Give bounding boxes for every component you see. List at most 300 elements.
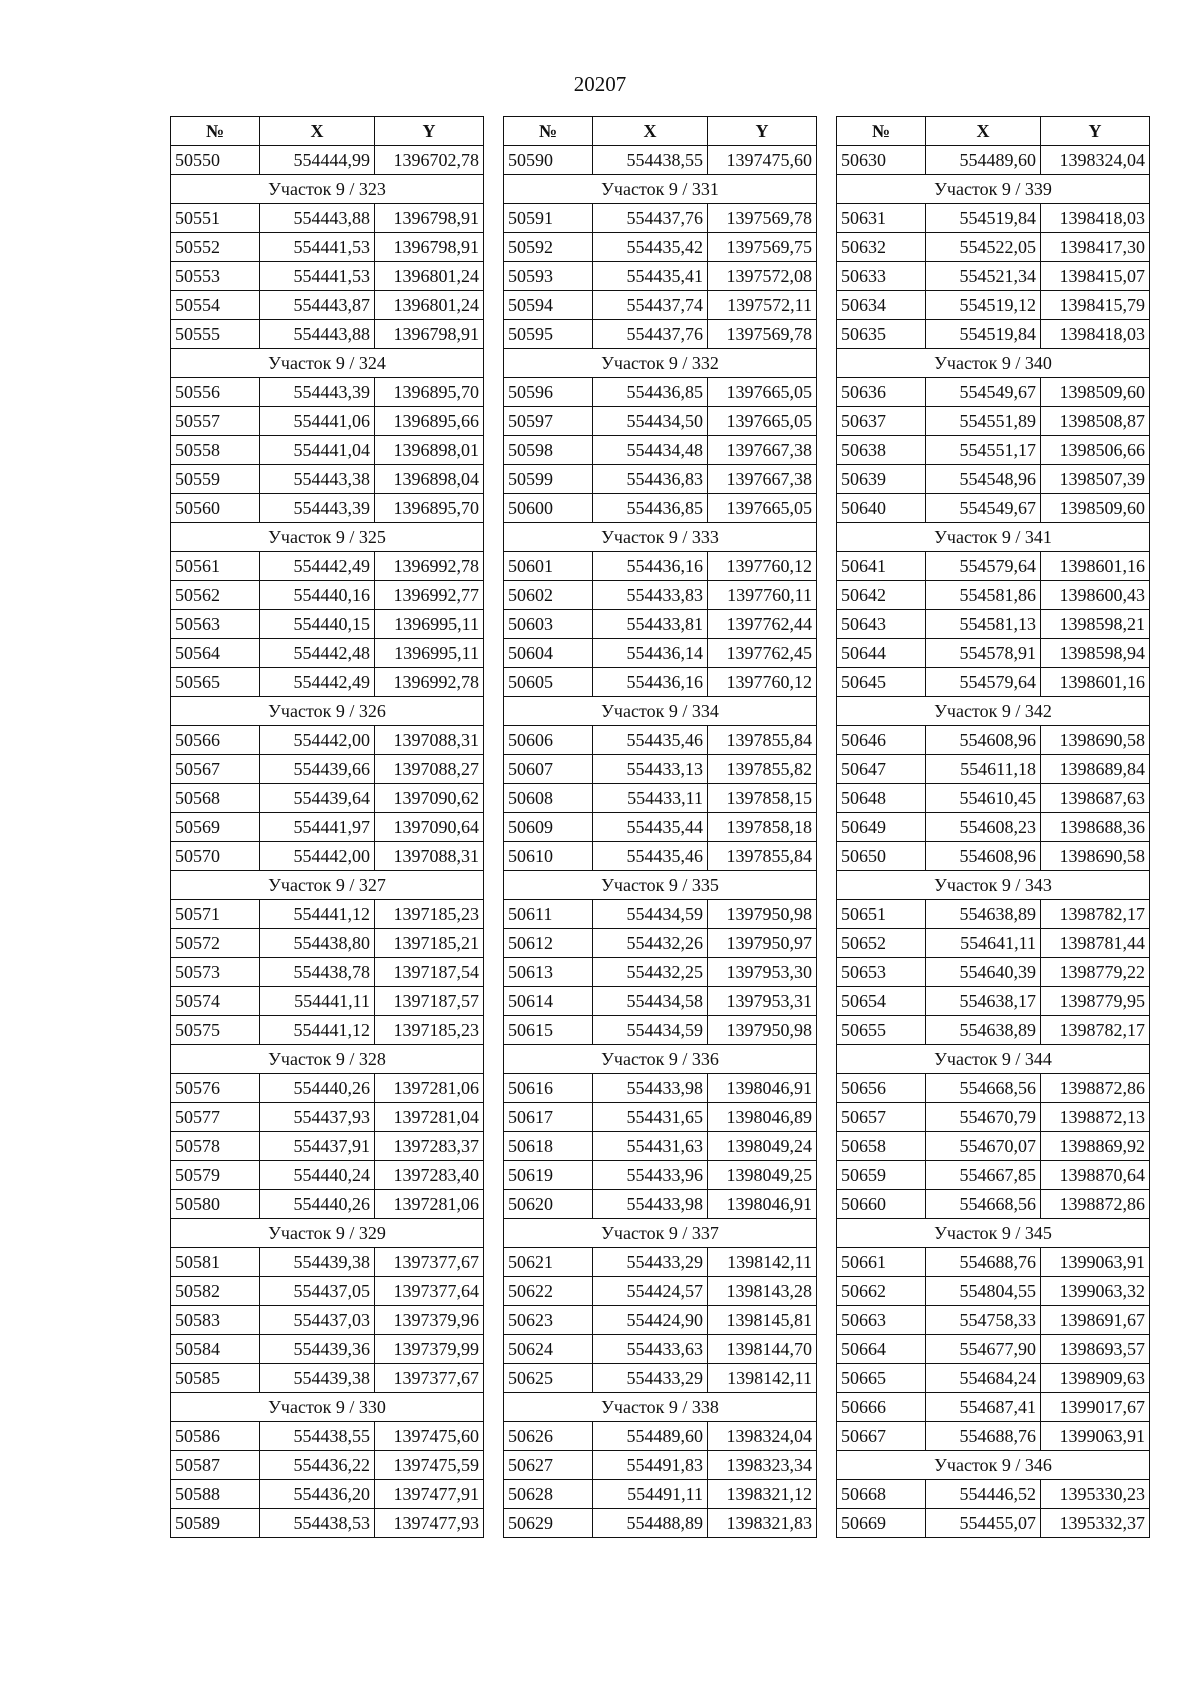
table-row (504, 552, 817, 581)
x-coordinate: 554441,11 (260, 987, 375, 1016)
x-coordinate: 554610,45 (926, 784, 1041, 813)
table-row (504, 146, 817, 175)
y-coordinate: 1397377,67 (375, 1364, 484, 1393)
table-row (837, 610, 1150, 639)
x-coordinate: 554437,93 (260, 1103, 375, 1132)
point-number: 50605 (504, 668, 593, 697)
y-coordinate: 1397088,31 (375, 842, 484, 871)
table-row (504, 813, 817, 842)
table-row (837, 552, 1150, 581)
x-coordinate: 554436,85 (593, 378, 708, 407)
point-number: 50647 (837, 755, 926, 784)
x-coordinate: 554437,03 (260, 1306, 375, 1335)
table-row (171, 1074, 484, 1103)
point-number: 50618 (504, 1132, 593, 1161)
x-coordinate: 554758,33 (926, 1306, 1041, 1335)
table-row (171, 1451, 484, 1480)
y-coordinate: 1397379,99 (375, 1335, 484, 1364)
x-coordinate: 554440,24 (260, 1161, 375, 1190)
point-number: 50603 (504, 610, 593, 639)
x-coordinate: 554433,98 (593, 1190, 708, 1219)
table-body (171, 146, 484, 1538)
section-label: Участок 9 / 336 (504, 1045, 817, 1074)
point-number: 50564 (171, 639, 260, 668)
x-coordinate: 554608,96 (926, 842, 1041, 871)
table-row (837, 320, 1150, 349)
table-row (171, 1364, 484, 1393)
point-number: 50565 (171, 668, 260, 697)
table-row (837, 639, 1150, 668)
point-number: 50580 (171, 1190, 260, 1219)
x-coordinate: 554441,53 (260, 233, 375, 262)
table-row (504, 1248, 817, 1277)
point-number: 50656 (837, 1074, 926, 1103)
point-number: 50585 (171, 1364, 260, 1393)
y-coordinate: 1398598,21 (1041, 610, 1150, 639)
point-number: 50571 (171, 900, 260, 929)
section-header-row (837, 523, 1150, 552)
x-coordinate: 554435,46 (593, 726, 708, 755)
section-header-row (837, 1219, 1150, 1248)
y-coordinate: 1398690,58 (1041, 842, 1150, 871)
y-coordinate: 1396798,91 (375, 233, 484, 262)
point-number: 50627 (504, 1451, 593, 1480)
x-coordinate: 554440,26 (260, 1074, 375, 1103)
x-coordinate: 554432,25 (593, 958, 708, 987)
header-no: № (504, 117, 593, 146)
x-coordinate: 554434,59 (593, 900, 708, 929)
point-number: 50595 (504, 320, 593, 349)
point-number: 50557 (171, 407, 260, 436)
x-coordinate: 554640,39 (926, 958, 1041, 987)
y-coordinate: 1398145,81 (708, 1306, 817, 1335)
y-coordinate: 1397283,40 (375, 1161, 484, 1190)
x-coordinate: 554433,96 (593, 1161, 708, 1190)
table-row (504, 755, 817, 784)
table-row (504, 668, 817, 697)
x-coordinate: 554608,96 (926, 726, 1041, 755)
section-label: Участок 9 / 338 (504, 1393, 817, 1422)
y-coordinate: 1397762,44 (708, 610, 817, 639)
y-coordinate: 1397377,64 (375, 1277, 484, 1306)
section-header-row (504, 1045, 817, 1074)
section-header-row (171, 871, 484, 900)
x-coordinate: 554437,91 (260, 1132, 375, 1161)
x-coordinate: 554424,57 (593, 1277, 708, 1306)
y-coordinate: 1395330,23 (1041, 1480, 1150, 1509)
x-coordinate: 554670,07 (926, 1132, 1041, 1161)
x-coordinate: 554549,67 (926, 494, 1041, 523)
point-number: 50654 (837, 987, 926, 1016)
table-row (504, 1422, 817, 1451)
table-row (504, 436, 817, 465)
y-coordinate: 1397185,23 (375, 900, 484, 929)
section-label: Участок 9 / 324 (171, 349, 484, 378)
x-coordinate: 554551,89 (926, 407, 1041, 436)
table-row (171, 987, 484, 1016)
point-number: 50577 (171, 1103, 260, 1132)
y-coordinate: 1397665,05 (708, 494, 817, 523)
x-coordinate: 554439,38 (260, 1364, 375, 1393)
y-coordinate: 1397858,18 (708, 813, 817, 842)
section-label: Участок 9 / 332 (504, 349, 817, 378)
y-coordinate: 1398415,79 (1041, 291, 1150, 320)
x-coordinate: 554435,46 (593, 842, 708, 871)
x-coordinate: 554443,88 (260, 204, 375, 233)
table-row (504, 610, 817, 639)
section-label: Участок 9 / 328 (171, 1045, 484, 1074)
point-number: 50635 (837, 320, 926, 349)
table-row (837, 929, 1150, 958)
y-coordinate: 1397665,05 (708, 407, 817, 436)
table-row (504, 1451, 817, 1480)
y-coordinate: 1398049,25 (708, 1161, 817, 1190)
table-row (504, 842, 817, 871)
y-coordinate: 1398601,16 (1041, 668, 1150, 697)
x-coordinate: 554443,88 (260, 320, 375, 349)
x-coordinate: 554489,60 (926, 146, 1041, 175)
x-coordinate: 554438,80 (260, 929, 375, 958)
x-coordinate: 554433,98 (593, 1074, 708, 1103)
header-x: X (926, 117, 1041, 146)
table-row (837, 900, 1150, 929)
y-coordinate: 1398601,16 (1041, 552, 1150, 581)
x-coordinate: 554578,91 (926, 639, 1041, 668)
x-coordinate: 554519,84 (926, 320, 1041, 349)
section-label: Участок 9 / 343 (837, 871, 1150, 900)
table-row (837, 1103, 1150, 1132)
point-number: 50583 (171, 1306, 260, 1335)
table-row (837, 842, 1150, 871)
y-coordinate: 1397667,38 (708, 436, 817, 465)
table-row (171, 929, 484, 958)
table-row (837, 378, 1150, 407)
table-row (171, 465, 484, 494)
point-number: 50597 (504, 407, 593, 436)
point-number: 50651 (837, 900, 926, 929)
y-coordinate: 1397858,15 (708, 784, 817, 813)
point-number: 50649 (837, 813, 926, 842)
x-coordinate: 554440,15 (260, 610, 375, 639)
y-coordinate: 1396801,24 (375, 291, 484, 320)
table-row (171, 842, 484, 871)
x-coordinate: 554438,78 (260, 958, 375, 987)
y-coordinate: 1397377,67 (375, 1248, 484, 1277)
table-row (171, 755, 484, 784)
table-row (504, 1103, 817, 1132)
table-row (837, 1190, 1150, 1219)
y-coordinate: 1398600,43 (1041, 581, 1150, 610)
point-number: 50552 (171, 233, 260, 262)
table-row (504, 1306, 817, 1335)
section-header-row (504, 1393, 817, 1422)
point-number: 50555 (171, 320, 260, 349)
table-row (837, 1393, 1150, 1422)
section-header-row (171, 523, 484, 552)
x-coordinate: 554551,17 (926, 436, 1041, 465)
point-number: 50669 (837, 1509, 926, 1538)
point-number: 50664 (837, 1335, 926, 1364)
table-row (837, 1306, 1150, 1335)
table-row (504, 1074, 817, 1103)
point-number: 50550 (171, 146, 260, 175)
point-number: 50588 (171, 1480, 260, 1509)
x-coordinate: 554433,29 (593, 1364, 708, 1393)
point-number: 50661 (837, 1248, 926, 1277)
point-number: 50612 (504, 929, 593, 958)
table-row (504, 1509, 817, 1538)
section-label: Участок 9 / 346 (837, 1451, 1150, 1480)
y-coordinate: 1397283,37 (375, 1132, 484, 1161)
point-number: 50663 (837, 1306, 926, 1335)
table-row (171, 378, 484, 407)
table-row (504, 987, 817, 1016)
point-number: 50632 (837, 233, 926, 262)
section-header-row (171, 1045, 484, 1074)
section-label: Участок 9 / 325 (171, 523, 484, 552)
x-coordinate: 554687,41 (926, 1393, 1041, 1422)
table-row (837, 204, 1150, 233)
table-row (171, 813, 484, 842)
x-coordinate: 554441,12 (260, 1016, 375, 1045)
point-number: 50589 (171, 1509, 260, 1538)
x-coordinate: 554446,52 (926, 1480, 1041, 1509)
y-coordinate: 1397572,08 (708, 262, 817, 291)
table-row (504, 291, 817, 320)
y-coordinate: 1398687,63 (1041, 784, 1150, 813)
point-number: 50633 (837, 262, 926, 291)
point-number: 50614 (504, 987, 593, 1016)
header-x: X (593, 117, 708, 146)
table-row (837, 813, 1150, 842)
point-number: 50554 (171, 291, 260, 320)
y-coordinate: 1398509,60 (1041, 378, 1150, 407)
table-row (837, 436, 1150, 465)
table-row (171, 1306, 484, 1335)
y-coordinate: 1398418,03 (1041, 204, 1150, 233)
y-coordinate: 1396895,66 (375, 407, 484, 436)
y-coordinate: 1397569,78 (708, 320, 817, 349)
x-coordinate: 554440,16 (260, 581, 375, 610)
point-number: 50573 (171, 958, 260, 987)
x-coordinate: 554549,67 (926, 378, 1041, 407)
table-row (171, 1103, 484, 1132)
header-y: Y (1041, 117, 1150, 146)
point-number: 50598 (504, 436, 593, 465)
y-coordinate: 1398321,83 (708, 1509, 817, 1538)
x-coordinate: 554436,16 (593, 668, 708, 697)
y-coordinate: 1398418,03 (1041, 320, 1150, 349)
x-coordinate: 554433,63 (593, 1335, 708, 1364)
x-coordinate: 554442,49 (260, 668, 375, 697)
section-label: Участок 9 / 323 (171, 175, 484, 204)
table-row (504, 784, 817, 813)
table-row (171, 1335, 484, 1364)
section-label: Участок 9 / 330 (171, 1393, 484, 1422)
x-coordinate: 554433,83 (593, 581, 708, 610)
y-coordinate: 1397760,12 (708, 552, 817, 581)
section-header-row (837, 1451, 1150, 1480)
section-label: Участок 9 / 329 (171, 1219, 484, 1248)
table-row (837, 1364, 1150, 1393)
point-number: 50629 (504, 1509, 593, 1538)
point-number: 50561 (171, 552, 260, 581)
x-coordinate: 554443,39 (260, 378, 375, 407)
y-coordinate: 1396702,78 (375, 146, 484, 175)
point-number: 50609 (504, 813, 593, 842)
x-coordinate: 554579,64 (926, 668, 1041, 697)
point-number: 50567 (171, 755, 260, 784)
table-row (171, 436, 484, 465)
point-number: 50620 (504, 1190, 593, 1219)
y-coordinate: 1396992,77 (375, 581, 484, 610)
header-y: Y (708, 117, 817, 146)
table-row (504, 1480, 817, 1509)
table-row (837, 668, 1150, 697)
x-coordinate: 554441,04 (260, 436, 375, 465)
table-row (171, 958, 484, 987)
x-coordinate: 554434,50 (593, 407, 708, 436)
section-header-row (171, 349, 484, 378)
point-number: 50560 (171, 494, 260, 523)
y-coordinate: 1397379,96 (375, 1306, 484, 1335)
section-label: Участок 9 / 333 (504, 523, 817, 552)
x-coordinate: 554638,89 (926, 900, 1041, 929)
y-coordinate: 1396801,24 (375, 262, 484, 291)
point-number: 50652 (837, 929, 926, 958)
point-number: 50604 (504, 639, 593, 668)
y-coordinate: 1398046,91 (708, 1190, 817, 1219)
y-coordinate: 1398691,67 (1041, 1306, 1150, 1335)
point-number: 50563 (171, 610, 260, 639)
x-coordinate: 554433,11 (593, 784, 708, 813)
y-coordinate: 1398693,57 (1041, 1335, 1150, 1364)
point-number: 50653 (837, 958, 926, 987)
x-coordinate: 554677,90 (926, 1335, 1041, 1364)
point-number: 50638 (837, 436, 926, 465)
y-coordinate: 1398909,63 (1041, 1364, 1150, 1393)
y-coordinate: 1397185,23 (375, 1016, 484, 1045)
table-row (837, 146, 1150, 175)
y-coordinate: 1398509,60 (1041, 494, 1150, 523)
section-header-row (504, 349, 817, 378)
table-row (504, 407, 817, 436)
y-coordinate: 1398782,17 (1041, 900, 1150, 929)
x-coordinate: 554667,85 (926, 1161, 1041, 1190)
x-coordinate: 554436,22 (260, 1451, 375, 1480)
y-coordinate: 1398870,64 (1041, 1161, 1150, 1190)
table-row (504, 494, 817, 523)
x-coordinate: 554436,14 (593, 639, 708, 668)
point-number: 50572 (171, 929, 260, 958)
point-number: 50613 (504, 958, 593, 987)
point-number: 50578 (171, 1132, 260, 1161)
y-coordinate: 1397281,06 (375, 1190, 484, 1219)
section-label: Участок 9 / 327 (171, 871, 484, 900)
table-row (171, 494, 484, 523)
table-row (504, 639, 817, 668)
x-coordinate: 554438,55 (260, 1422, 375, 1451)
y-coordinate: 1397185,21 (375, 929, 484, 958)
table-row (171, 726, 484, 755)
y-coordinate: 1398779,22 (1041, 958, 1150, 987)
x-coordinate: 554437,05 (260, 1277, 375, 1306)
table-row (837, 1248, 1150, 1277)
x-coordinate: 554436,20 (260, 1480, 375, 1509)
y-coordinate: 1396798,91 (375, 204, 484, 233)
y-coordinate: 1397572,11 (708, 291, 817, 320)
point-number: 50648 (837, 784, 926, 813)
x-coordinate: 554491,11 (593, 1480, 708, 1509)
table-row (837, 726, 1150, 755)
point-number: 50642 (837, 581, 926, 610)
point-number: 50625 (504, 1364, 593, 1393)
header-x: X (260, 117, 375, 146)
y-coordinate: 1398506,66 (1041, 436, 1150, 465)
table-row (837, 262, 1150, 291)
x-coordinate: 554441,06 (260, 407, 375, 436)
table-row (504, 581, 817, 610)
x-coordinate: 554522,05 (926, 233, 1041, 262)
point-number: 50621 (504, 1248, 593, 1277)
section-header-row (504, 697, 817, 726)
x-coordinate: 554688,76 (926, 1248, 1041, 1277)
point-number: 50584 (171, 1335, 260, 1364)
point-number: 50600 (504, 494, 593, 523)
table-row (837, 1132, 1150, 1161)
point-number: 50616 (504, 1074, 593, 1103)
point-number: 50628 (504, 1480, 593, 1509)
x-coordinate: 554611,18 (926, 755, 1041, 784)
section-label: Участок 9 / 341 (837, 523, 1150, 552)
section-header-row (837, 1045, 1150, 1074)
table-row (171, 320, 484, 349)
x-coordinate: 554581,86 (926, 581, 1041, 610)
x-coordinate: 554521,34 (926, 262, 1041, 291)
y-coordinate: 1399063,91 (1041, 1422, 1150, 1451)
table-row (171, 1509, 484, 1538)
x-coordinate: 554435,44 (593, 813, 708, 842)
section-header-row (504, 871, 817, 900)
x-coordinate: 554641,11 (926, 929, 1041, 958)
y-coordinate: 1397569,75 (708, 233, 817, 262)
point-number: 50553 (171, 262, 260, 291)
point-number: 50641 (837, 552, 926, 581)
point-number: 50579 (171, 1161, 260, 1190)
x-coordinate: 554488,89 (593, 1509, 708, 1538)
x-coordinate: 554668,56 (926, 1190, 1041, 1219)
x-coordinate: 554444,99 (260, 146, 375, 175)
point-number: 50558 (171, 436, 260, 465)
y-coordinate: 1398782,17 (1041, 1016, 1150, 1045)
section-label: Участок 9 / 345 (837, 1219, 1150, 1248)
point-number: 50574 (171, 987, 260, 1016)
y-coordinate: 1398869,92 (1041, 1132, 1150, 1161)
coordinate-table-3 (836, 116, 1150, 1538)
point-number: 50662 (837, 1277, 926, 1306)
point-number: 50606 (504, 726, 593, 755)
table-row (171, 784, 484, 813)
table-row (837, 1480, 1150, 1509)
x-coordinate: 554433,13 (593, 755, 708, 784)
y-coordinate: 1398779,95 (1041, 987, 1150, 1016)
y-coordinate: 1398508,87 (1041, 407, 1150, 436)
header-y: Y (375, 117, 484, 146)
table-row (171, 1190, 484, 1219)
y-coordinate: 1398049,24 (708, 1132, 817, 1161)
y-coordinate: 1397281,06 (375, 1074, 484, 1103)
x-coordinate: 554437,76 (593, 320, 708, 349)
